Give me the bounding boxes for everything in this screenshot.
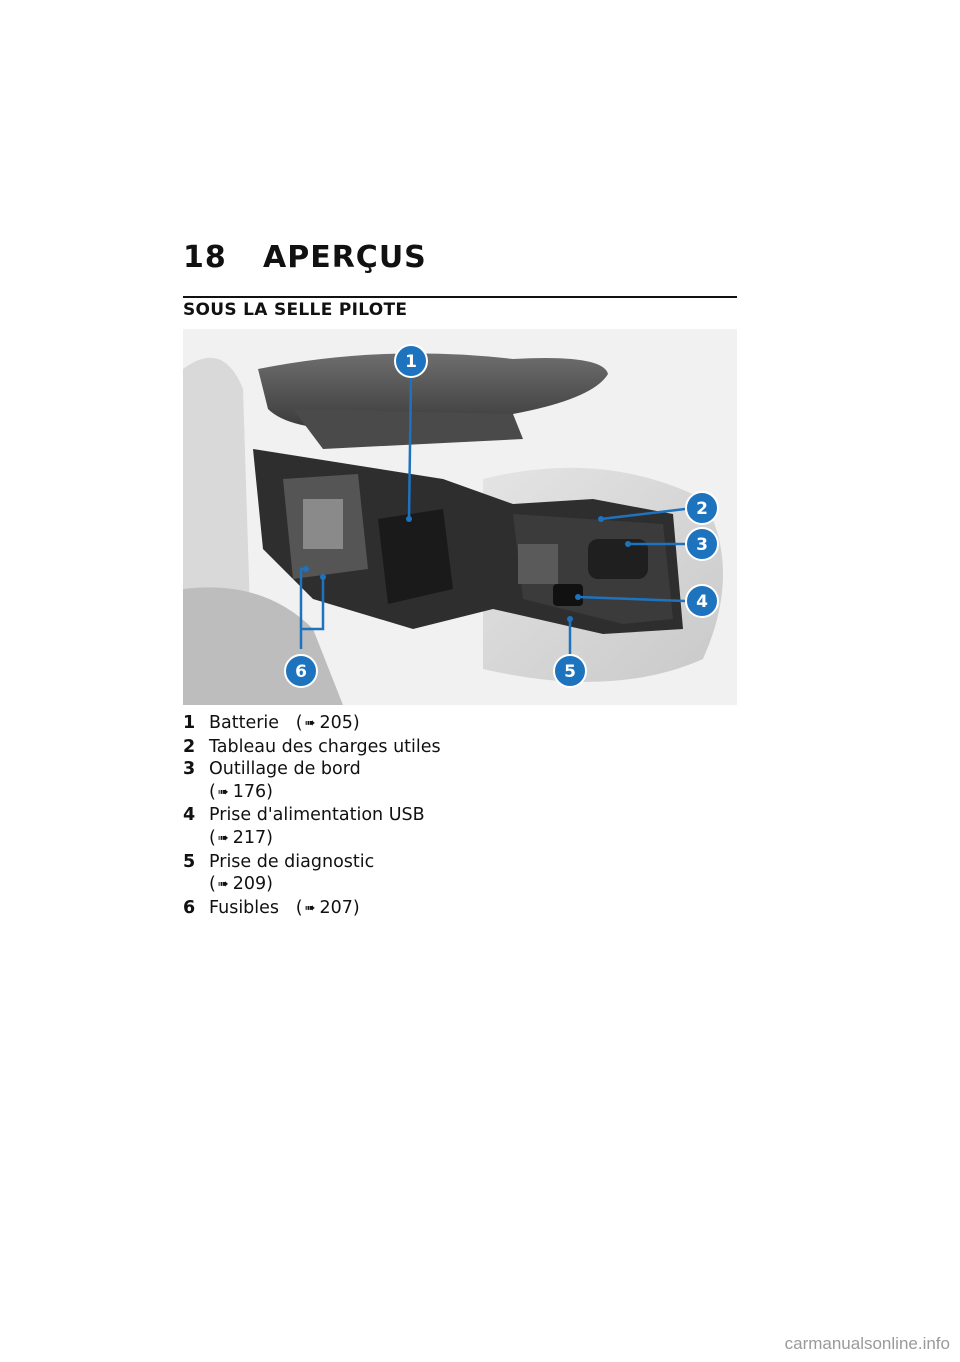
legend-item-5 [183,851,737,897]
svg-text:5: 5 [564,662,576,682]
arrow-right-icon: ➠ [217,877,229,893]
legend-label: Prise de diagnostic [209,851,375,872]
svg-text:3: 3 [696,535,708,555]
svg-text:4: 4 [696,592,708,612]
watermark: carmanualsonline.info [784,1334,950,1353]
section-title: SOUS LA SELLE PILOTE [183,300,408,320]
legend-number: 6 [183,897,196,918]
legend-item-3 [183,758,737,804]
legend-item-6 [183,897,737,921]
chapter-title: APERÇUS [263,240,427,275]
callout-6 [285,655,317,687]
motorcycle-under-seat-illustration [183,329,737,705]
arrow-right-icon: ➠ [217,830,229,846]
battery [378,509,453,604]
svg-text:2: 2 [696,499,708,519]
legend-label: Tableau des charges utiles [209,736,441,757]
page-reference[interactable]: ( ➠ 205) [285,713,360,733]
legend-number: 2 [183,736,196,757]
page-number: 18 [183,240,227,275]
page-reference[interactable]: ( ➠ 207) [285,898,360,918]
legend-label: Outillage de bord [209,759,361,780]
svg-text:1: 1 [405,352,417,372]
legend-number: 5 [183,851,196,872]
fuse-block [303,499,343,549]
legend-label: Prise d'alimentation USB [209,805,425,826]
callout-1 [395,345,427,377]
page-reference[interactable]: ( ➠ 176) [209,782,273,802]
page-reference[interactable]: ( ➠ 217) [209,828,273,848]
legend-label: Batterie [209,713,280,733]
illustration-svg [183,329,737,705]
legend-item-4 [183,804,737,850]
callout-3 [686,528,718,560]
legend-label: Fusibles [209,897,280,918]
svg-text:6: 6 [295,662,307,682]
page-reference[interactable]: ( ➠ 209) [209,874,273,894]
callout-5 [554,655,586,687]
legend-item-2 [183,736,737,759]
legend-number: 3 [183,759,196,780]
legend-item-1 [183,712,737,736]
legend [183,712,737,920]
arrow-right-icon: ➠ [304,900,316,916]
arrow-right-icon: ➠ [217,784,229,800]
arrow-right-icon: ➠ [304,716,316,731]
callout-2 [686,492,718,524]
callout-4 [686,585,718,617]
latch [518,544,558,584]
page-header [183,240,737,298]
legend-number: 1 [183,713,196,733]
legend-number: 4 [183,805,196,826]
